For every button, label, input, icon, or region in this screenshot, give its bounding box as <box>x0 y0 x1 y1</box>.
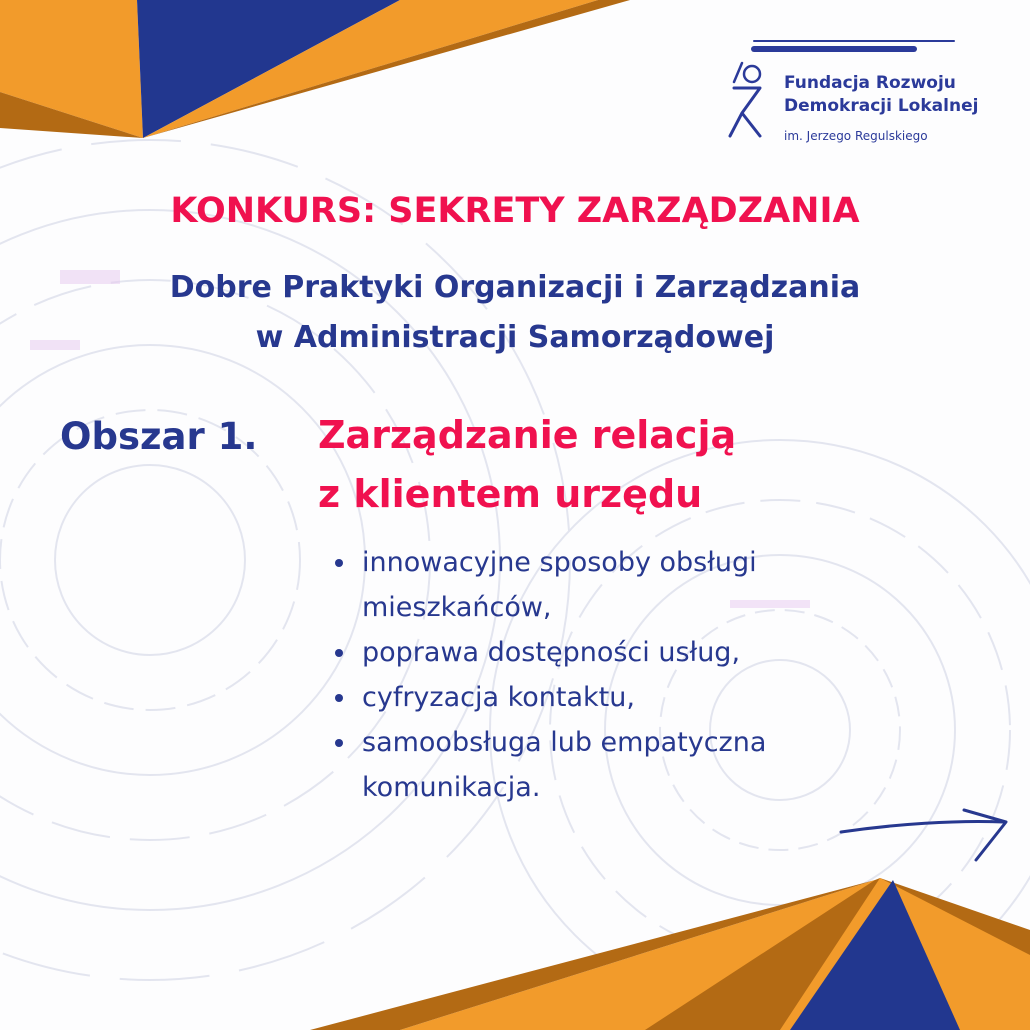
area-name-line2: z klientem urzędu <box>318 472 703 516</box>
arrow-right-icon[interactable] <box>836 806 1016 866</box>
area-name-line1: Zarządzanie relacją <box>318 413 737 457</box>
list-item-text: poprawa dostępności usług, <box>362 637 741 668</box>
list-item <box>330 675 766 720</box>
foundation-patron: im. Jerzego Regulskiego <box>784 129 928 143</box>
foundation-name-line1: Fundacja Rozwoju <box>784 73 956 93</box>
list-item <box>330 720 766 810</box>
bullet-icon <box>335 739 343 747</box>
foundation-logo <box>726 38 996 158</box>
bullet-icon <box>335 559 343 567</box>
area-label: Obszar 1. <box>60 415 258 458</box>
subtitle-line2: w Administracji Samorządowej <box>255 320 775 355</box>
list-item <box>330 630 766 675</box>
list-item <box>330 540 766 630</box>
topic-list <box>330 540 766 810</box>
list-item-text: samoobsługa lub empatyczna <box>362 727 767 758</box>
subtitle-line1: Dobre Praktyki Organizacji i Zarządzania <box>169 270 861 305</box>
foundation-name-line2: Demokracji Lokalnej <box>784 96 979 116</box>
list-item-text: innowacyjne sposoby obsługi <box>362 547 757 578</box>
list-item-text: cyfryzacja kontaktu, <box>362 682 635 713</box>
bullet-icon <box>335 694 343 702</box>
bullet-icon <box>335 649 343 657</box>
list-item-text-continued: mieszkańców, <box>362 592 552 623</box>
list-item-text-continued: komunikacja. <box>362 772 541 803</box>
contest-title: KONKURS: SEKRETY ZARZĄDZANIA <box>170 191 860 231</box>
